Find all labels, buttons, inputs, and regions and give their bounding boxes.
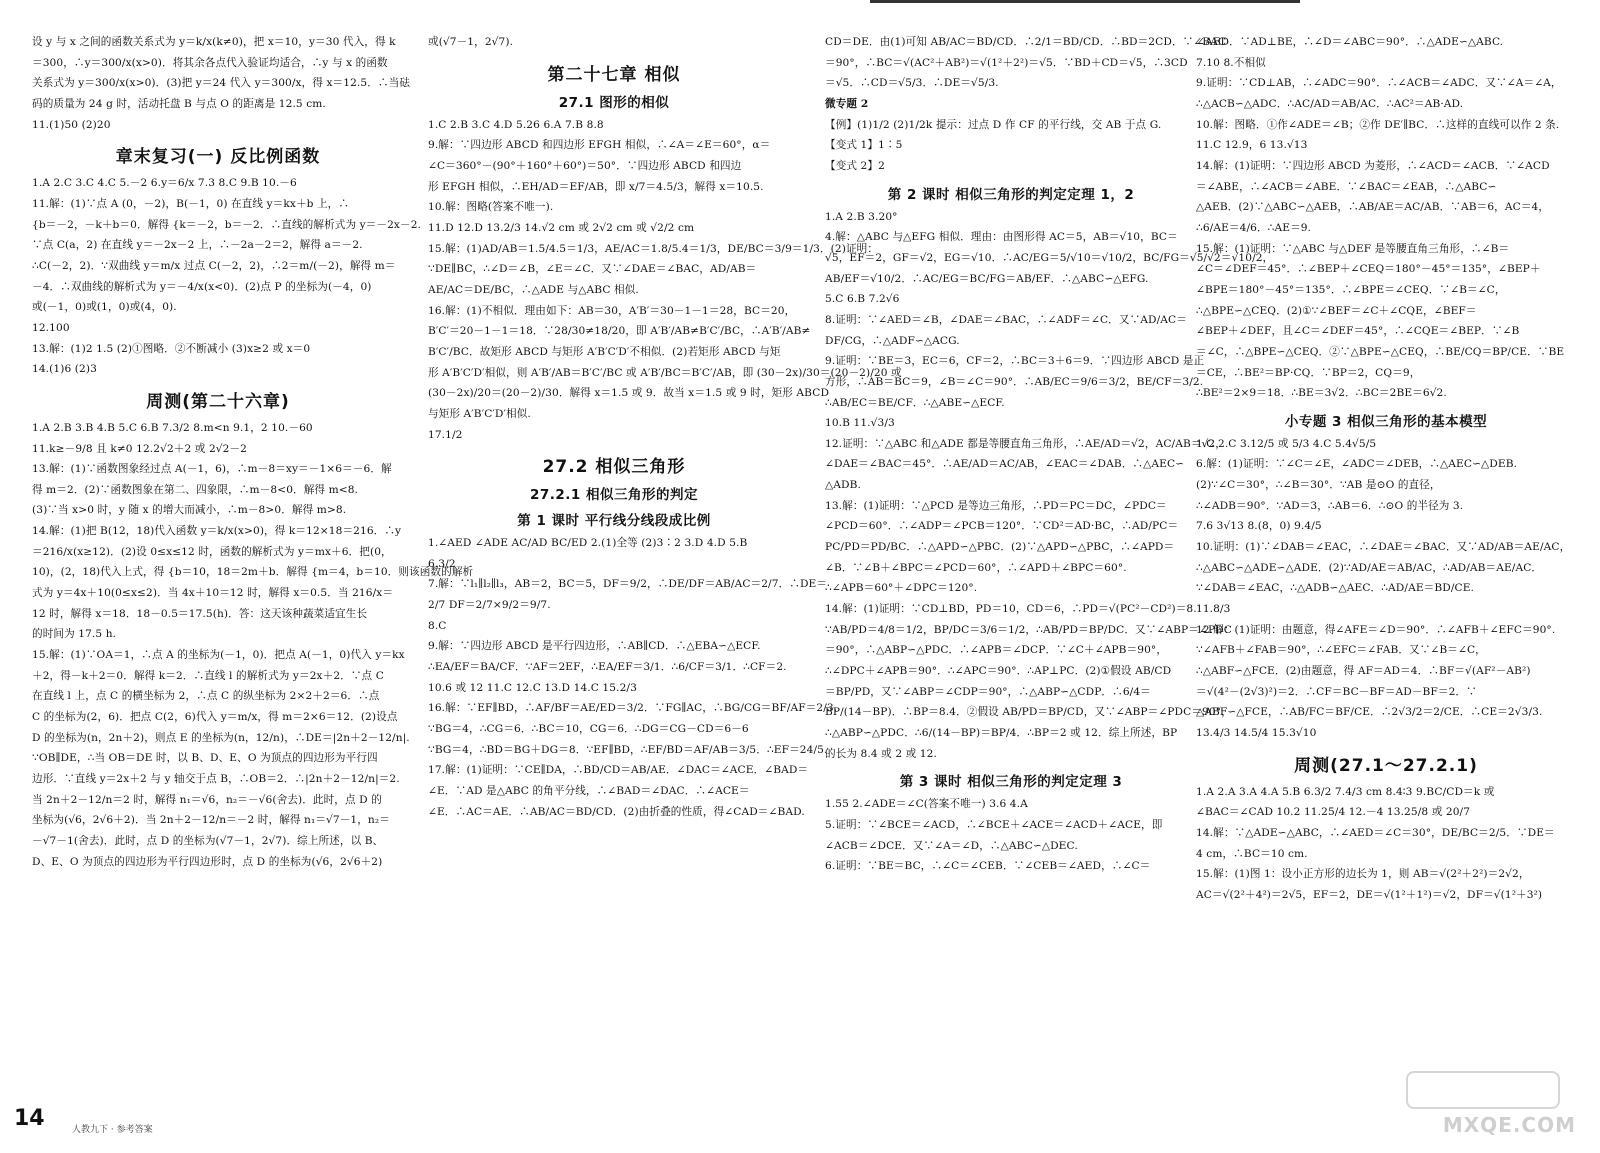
answer-line: ∴△ACB∽△ADC．∴AC/AD＝AB/AC．∴AC²＝AB·AD. <box>1196 97 1464 110</box>
subsection-heading: 第 1 课时 平行线分线段成比例 <box>517 513 711 530</box>
answer-line: ∠ACB＝∠DCE．又∵∠A＝∠D，∴△ABC∽△DEC. <box>825 839 1078 852</box>
answer-line: C 的坐标为(2，6)．把点 C(2，6)代入 y＝m/x，得 m＝2×6＝12．(2)设点 <box>32 711 398 724</box>
answer-line: ＝∠C，∴△BPE∽△CEQ．②∵△BPE∽△CEQ，∴BE/CQ＝BP/CE．∵BE <box>1196 345 1565 358</box>
footer-note: 人教九下 · 参考答案 <box>72 1125 153 1135</box>
answer-line: 11.D 12.D 13.2/3 14.√2 cm 或 2√2 cm 或 √2/2 cm <box>428 221 695 234</box>
answer-line: 5.C 6.B 7.2√6 <box>825 293 900 306</box>
answer-line: 12.证明：∵△ABC 和△ADE 都是等腰直角三角形，∴AE/AD＝√2，AC/AB＝√2， <box>825 437 1226 450</box>
subsection-heading: 小专题 3 相似三角形的基本模型 <box>1284 413 1488 430</box>
answer-line: 7.10 8.不相似 <box>1196 56 1266 69</box>
page-number: 14 <box>14 1106 45 1131</box>
answer-line: 坐标为(√6，2√6＋2)．当 2n＋2－12/n＝－2 时，解得 n₁＝√7－1，n₂＝ <box>32 814 390 827</box>
answer-line: ＝√(4²－(2√3)²)＝2．∴CF＝BC－BF＝AD－BF＝2．∵ <box>1196 685 1477 698</box>
answer-line: 4.解：△ABC 与△EFG 相似．理由：由图形得 AC＝5，AB＝√10，BC＝ <box>825 231 1178 244</box>
answer-line: ∠PCD＝60°．∴∠ADP＝∠PCB＝120°．∵CD²＝AD·BC，∴AD/PC＝ <box>825 520 1179 533</box>
answer-line: 15.解：(1)图 1：设小正方形的边长为 1，则 AB＝√(2²＋2²)＝2√2， <box>1196 868 1530 881</box>
answer-line: {b＝－2，－k＋b＝0．解得 {k＝－2，b＝－2．∴直线的解析式为 y＝－2x－2. <box>32 218 421 231</box>
answer-line: －√7－1(舍去)．此时，点 D 的坐标为(√7－1，2√7)．综上所述，以 B、 <box>32 834 384 847</box>
answer-line: 或(－1，0)或(1，0)或(4，0). <box>32 301 177 314</box>
answer-line: ＝90°，∴△ABP∽△PDC．∴∠APB＝∠DCP．∵∠C＋∠APB＝90°， <box>825 644 1168 657</box>
answer-line: 12.解：(1)证明：由题意，得∠AFE＝∠D＝90°．∴∠AFB＋∠EFC＝90°. <box>1196 623 1556 636</box>
answer-line: 13.解：(1)∵函数图象经过点 A(－1，6)，∴m－8＝xy＝－1×6＝－6．解 <box>32 463 392 476</box>
answer-line: 【变式 1】1∶5 <box>825 139 903 152</box>
answer-line: ∠C＝360°－(90°＋160°＋60°)＝50°．∵四边形 ABCD 和四边 <box>428 159 742 172</box>
answer-line: ∵DE∥BC，∴∠D＝∠B，∠E＝∠C．又∵∠DAE＝∠BAC，AD/AB＝ <box>428 263 757 276</box>
answer-line: ∴AB/EC＝BE/CF．∴△ABE∽△ECF. <box>825 396 1005 409</box>
answer-line: 13.解：(1)证明：∵△PCD 是等边三角形，∴PD＝PC＝DC，∠PDC＝ <box>825 499 1167 512</box>
answer-line: 17.1/2 <box>428 428 463 441</box>
section-heading: 周测(第二十六章) <box>146 391 290 412</box>
answer-line: 8.证明：∵∠AED＝∠B，∠DAE＝∠BAC，∴∠ADF＝∠C．又∵AD/AC＝ <box>825 313 1187 326</box>
answer-line: 的时间为 17.5 h. <box>32 628 117 641</box>
answer-line: AB/EF＝√10/2．∴AC/EG＝BC/FG＝AB/EF．∴△ABC∽△EFG. <box>825 272 1149 285</box>
answer-line: AC＝√(2²＋4²)＝2√5，EF＝2，DE＝√(1²＋1²)＝√2，DF＝√(1²＋3²) <box>1196 888 1543 901</box>
answer-line: ∠DAE＝∠BAC＝45°．∴AE/AD＝AC/AB，∠EAC＝∠DAB．∴△AEC∽ <box>825 458 1185 471</box>
answer-line: 15.解：(1)∵OA＝1，∴点 A 的坐标为(－1，0)．把点 A(－1，0)代入 y＝kx <box>32 649 405 662</box>
answer-line: 的长为 8.4 或 2 或 12. <box>825 747 937 760</box>
answer-line: ∴C(－2，2)．∵双曲线 y＝m/x 过点 C(－2，2)，∴2＝m/(－2)，解得 m＝ <box>32 259 396 272</box>
answer-line: 16.解：(1)不相似．理由如下：AB＝30，A′B′＝30－1－1＝28，BC＝20， <box>428 304 796 317</box>
answer-line: ∵∠DAB＝∠EAC，∴△ADB∽△AEC．∴AD/AE＝BD/CE. <box>1196 582 1475 595</box>
answer-line: 13.解：(1)2 1.5 (2)①图略．②不断减小 (3)x≥2 或 x＝0 <box>32 342 311 355</box>
answer-line: 11.解：(1)∵点 A (0，－2)，B(－1，0) 在直线 y＝kx＋b 上，∴ <box>32 197 350 210</box>
answer-line: ∠BAC＝∠CAD 10.2 11.25/4 12.－4 13.25/8 或 20/7 <box>1196 806 1471 819</box>
answer-line: 6.证明：∵BE＝BC，∴∠C＝∠CEB．∵∠CEB＝∠AED，∴∠C＝ <box>825 860 1151 873</box>
answer-line: BP/(14－BP)．∴BP＝8.4．②假设 AB/PD＝BP/CD，又∵∠ABP＝∠PDC＝90°， <box>825 706 1232 719</box>
answer-line: ∴BE²＝2×9＝18．∴BE＝3√2．∴BC＝2BE＝6√2. <box>1196 387 1447 400</box>
answer-line: 1.A 2.B 3.B 4.B 5.C 6.B 7.3/2 8.m<n 9.1，2 10.－60 <box>32 421 313 434</box>
answer-line: 形 EFGH 相似，∴EH/AD＝EF/AB，即 x/7＝4.5/3，解得 x＝10.5. <box>428 180 764 193</box>
answer-line: 或(√7－1，2√7). <box>428 36 514 48</box>
answer-line: 1.55 2.∠ADE＝∠C(答案不唯一) 3.6 4.A <box>825 798 1028 811</box>
answer-line: 边形．∵直线 y＝2x＋2 与 y 轴交于点 B，∴OB＝2．∴|2n＋2－12/n|＝2. <box>32 773 400 785</box>
answer-line: 7.解：∵l₁∥l₂∥l₃，AB＝2，BC＝5，DF＝9/2，∴DE/DF＝AB/AC＝2/7．∴DE＝ <box>428 578 828 591</box>
answer-line: D、E、O 为顶点的四边形为平行四边形时，点 D 的坐标为(√6，2√6＋2) <box>32 855 383 868</box>
answer-line: DF/CG，∴△ADF∽△ACG. <box>825 334 960 347</box>
answer-line: 4 cm，∴BC＝10 cm. <box>1196 847 1308 860</box>
answer-line: 得 m＝2．(2)∵函数图象在第二、四象限，∴m－8<0．解得 m<8. <box>32 483 359 496</box>
answer-line: 方形，∴AB＝BC＝9，∠B＝∠C＝90°．∴AB/EC＝9/6＝3/2，BE/CF＝3/2. <box>825 375 1204 388</box>
answer-line: ∴△ABP∽△PDC．∴6/(14－BP)＝BP/4．∴BP＝2 或 12．综上所述，BP <box>825 727 1178 739</box>
answer-line: 设 y 与 x 之间的函数关系式为 y＝k/x(k≠0)，把 x＝10，y＝30 代入，得 k <box>32 36 396 48</box>
answer-column-4 <box>1196 32 1576 1112</box>
answer-line: 9.证明：∵BE＝3，EC＝6，CF＝2，∴BC＝3＋6＝9．∵四边形 ABCD 是正 <box>825 355 1205 368</box>
answer-line: 17.解：(1)证明：∵CE∥DA，∴BD/CD＝AB/AE．∠DAC＝∠ACE．∠BAD＝ <box>428 764 809 777</box>
answer-line: ∵AB/PD＝4/8＝1/2，BP/DC＝3/6＝1/2，∴AB/PD＝BP/DC．又∵∠ABP＝∠PDC <box>825 623 1232 636</box>
answer-line: 1.∠AED ∠ADE AC/AD BC/ED 2.(1)全等 (2)3∶2 3.D 4.D 5.B <box>428 537 748 550</box>
answer-line: ∵BG＝4，∴CG＝6．∴BC＝10，CG＝6．∴DG＝CG－CD＝6－6 <box>428 723 749 736</box>
answer-line: ＋2，得－k＋2＝0．解得 k＝2．∴直线 l 的解析式为 y＝2x＋2．∵点 C <box>32 669 384 682</box>
answer-line: ∴△BPE∽△CEQ．(2)①∵∠BEF＝∠C＋∠CQE，∠BEF＝ <box>1196 304 1477 317</box>
answer-line: 微专题 2 <box>825 97 869 110</box>
answer-line: 6.3/2 <box>428 557 456 570</box>
answer-line: ∠E．∵AD 是△ABC 的角平分线，∴∠BAD＝∠DAC．∴∠ACE＝ <box>428 785 750 798</box>
answer-line: 11.(1)50 (2)20 <box>32 118 111 131</box>
section-heading: 章末复习(一) 反比例函数 <box>115 147 321 168</box>
answer-line: 【例】(1)1/2 (2)1/2k 提示：过点 D 作 CF 的平行线，交 AB 于点 G. <box>825 118 1162 131</box>
watermark-logo <box>1406 1071 1560 1109</box>
answer-line: 1.A 2.C 3.C 4.C 5.－2 6.y＝6/x 7.3 8.C 9.B 10.－6 <box>32 177 297 190</box>
answer-line: ＝CE，∴BE²＝BP·CQ．∵BP＝2，CQ＝9， <box>1196 366 1421 379</box>
answer-line: ∵BG＝4，∴BD＝BG＋DG＝8．∵EF∥BD，∴EF/BD＝AF/AB＝3/5．∴EF＝24/5. <box>428 743 828 756</box>
answer-line: 9.证明：∵CD⊥AB，∴∠ADC＝90°．∴∠ACB＝∠ADC．又∵∠A＝∠A， <box>1196 77 1562 90</box>
answer-line: 与矩形 A′B′C′D′相似. <box>428 407 531 420</box>
answer-line: 10.解：图略．①作∠ADE＝∠B；②作 DE′∥BC．∴这样的直线可以作 2 条. <box>1196 118 1560 131</box>
answer-line: ∠BPE＝180°－45°＝135°．∴∠BPE＝∠CEQ．∵∠B＝∠C， <box>1196 283 1506 296</box>
answer-line: ∴△ABC∽△ADE∽△ADE．(2)∵AD/AE＝AB/AC，∴AD/AB＝AE/AC． <box>1196 561 1543 574</box>
answer-line: 14.(1)6 (2)3 <box>32 363 97 376</box>
answer-line: D 的坐标为(n，2n＋2)，则点 E 的坐标为(n，12/n)，∴DE＝|2n＋2－12/n|. <box>32 731 410 744</box>
answer-line: ∵∠AFB＋∠FAB＝90°，∴∠EFC＝∠FAB．又∵∠B＝∠C， <box>1196 644 1486 657</box>
answer-line: 12.100 <box>32 321 70 334</box>
answer-line: 1.C 2.B 3.C 4.D 5.26 6.A 7.B 8.8 <box>428 118 604 131</box>
answer-line: 14.解：(1)证明：∵四边形 ABCD 为菱形，∴∠ACD＝∠ACB．∵∠ACD <box>1196 159 1550 172</box>
answer-line: ∠C＝∠DEF＝45°．∴∠BEP＋∠CEQ＝180°－45°＝135°，∠BEP＋ <box>1196 263 1541 276</box>
answer-line: 13.4/3 14.5/4 15.3√10 <box>1196 727 1317 739</box>
answer-line: 形 A′B′C′D′相似，则 A′B′/AB＝B′C′/BC 或 A′B′/BC＝B′C′/AB，即 (30－2x)/30＝(20－2)/20 或 <box>428 366 902 379</box>
answer-line: 15.解：(1)证明：∵△ABC 与△DEF 是等腰直角三角形，∴∠B＝ <box>1196 242 1510 255</box>
answer-line: 7.6 3√13 8.(8，0) 9.4/5 <box>1196 520 1322 533</box>
answer-line: 10.6 或 12 11.C 12.C 13.D 14.C 15.2/3 <box>428 681 637 694</box>
answer-line: △AEB．(2)∵△ABC∽△AEB，∴AB/AE＝AC/AB．∵AB＝6，AC＝4， <box>1196 201 1550 214</box>
answer-line: √5，EF＝2，GF＝√2，EG＝√10．∴AC/EG＝5/√10＝√10/2，BC/FG＝√5/√2＝√10/2， <box>825 251 1274 264</box>
answer-line: ∴∠DPC＋∠APB＝90°．∴∠APC＝90°．∴AP⊥PC．(2)①假设 AB/CD <box>825 665 1172 678</box>
answer-line: 在直线 l 上，点 C 的横坐标为 2，∴点 C 的纵坐标为 2×2＋2＝6．∴点 <box>32 690 380 703</box>
answer-line: ＝90°，∴BC＝√(AC²＋AB²)＝√(1²＋2²)＝√5．∵BD＋CD＝√5，∴3CD <box>825 56 1188 69</box>
answer-line: AE/AC＝DE/BC，∴△ADE 与△ABC 相似. <box>428 283 639 296</box>
answer-line: B′C′＝20－1－1＝18．∵28/30≠18/20，即 A′B′/AB≠B′C′/BC，∴A′B′/AB≠ <box>428 325 811 338</box>
answer-line: ＝∠ABE，∴∠ACB＝∠ABE．∵∠BAC＝∠EAB，∴△ABC∽ <box>1196 180 1497 193</box>
answer-line: ∴∠ADB＝90°．∵AD＝3，∴AB＝6．∴⊙O 的半径为 3. <box>1196 499 1464 512</box>
watermark-text: MXQE.COM <box>1442 1113 1576 1137</box>
answer-line: PC/PD＝PD/BC．∴△APD∽△PBC．(2)∵△APD∽△PBC，∴∠APD＝ <box>825 541 1175 554</box>
answer-line: (2)∵∠C＝30°，∴∠B＝30°．∵AB 是⊙O 的直径， <box>1196 479 1441 492</box>
answer-line: 5.证明：∵∠BCE＝∠ACD，∴∠BCE＋∠ACE＝∠ACD＋∠ACE，即 <box>825 818 1163 831</box>
answer-line: ＝300，∴y＝300/x(x>0)．将其余各点代入验证均适合，∴y 与 x 的函数 <box>32 56 388 69</box>
section-heading: 周测(27.1～27.2.1) <box>1294 755 1478 776</box>
answer-line: 式为 y＝4x＋10(0≤x≤2)．当 4x＋10＝12 时，解得 x＝0.5．当 216/x＝ <box>32 587 394 600</box>
answer-line: ＝√5．∴CD＝√5/3．∴DE＝√5/3. <box>825 77 999 90</box>
answer-line: 11.k≥－9/8 且 k≠0 12.2√2＋2 或 2√2－2 <box>32 442 248 455</box>
answer-line: CD＝DE．由(1)可知 AB/AC＝BD/CD．∴2/1＝BD/CD．∴BD＝2CD．∵∠BAC <box>825 36 1227 48</box>
answer-line: ∠BEP＋∠DEF，且∠C＝∠DEF＝45°，∴∠CQE＝∠BEP．∵∠B <box>1196 325 1520 338</box>
answer-line: －4．∴双曲线的解析式为 y＝－4/x(x<0)．(2)点 P 的坐标为(－4，0) <box>32 280 372 293</box>
answer-line: 14.解：∵△ADE∽△ABC，∴∠AED＝∠C＝30°，DE/BC＝2/5．∵DE＝ <box>1196 826 1555 839</box>
answer-line: 10.证明：(1)∵∠DAB＝∠EAC，∴∠DAE＝∠BAC．又∵AD/AB＝AE/AC， <box>1196 541 1571 554</box>
answer-line: ＝216/x(x≥12)．(2)设 0≤x≤12 时，函数的解析式为 y＝mx＋6．把(0， <box>32 545 392 558</box>
section-heading: 27.2 相似三角形 <box>542 457 686 478</box>
answer-line: ∠B．∵∠B＋∠BPC＝∠PCD＝60°，∴∠APD＋∠BPC＝60°. <box>825 561 1127 574</box>
answer-line: 9.解：∵四边形 ABCD 是平行四边形，∴AB∥CD．∴△EBA∽△ECF. <box>428 640 761 653</box>
answer-line: ∠E．∴AC＝AE．∴AB/AC＝BD/CD．(2)由折叠的性质，得∠CAD＝∠BAD. <box>428 805 805 818</box>
answer-line: △ABF∽△FCE，∴AB/FC＝BF/CE．∴2√3/2＝2/CE．∴CE＝2√3/3. <box>1196 706 1543 719</box>
answer-line: B′C′/BC．故矩形 ABCD 与矩形 A′B′C′D′不相似．(2)若矩形 ABCD 与矩 <box>428 345 781 358</box>
answer-line: 10)，(2，18)代入上式，得 {b＝10，18＝2m＋b．解得 {m＝4，b＝10．则该函数的解析 <box>32 566 474 579</box>
answer-line: 10.解：图略(答案不唯一). <box>428 201 554 214</box>
answer-line: (30－2x)/20＝(20－2)/30．解得 x＝1.5 或 9．故当 x＝1.5 或 9 时，矩形 ABCD <box>428 387 830 400</box>
answer-line: 2/7 DF＝2/7×9/2＝9/7. <box>428 599 551 612</box>
answer-line: 1.C 2.C 3.12/5 或 5/3 4.C 5.4√5/5 <box>1196 437 1377 450</box>
answer-line: ＝BP/PD，又∵∠ABP＝∠CDP＝90°，∴△ABP∽△CDP．∴6/4＝ <box>825 685 1151 698</box>
answer-line: 关系式为 y＝300/x(x>0)．(3)把 y＝24 代入 y＝300/x，得 x＝12.5．∴当砝 <box>32 77 411 90</box>
answer-line: 16.解：∵EF∥BD，∴AF/BF＝AE/ED＝3/2．∵FG∥AC，∴BG/CG＝BF/AF＝2/3. <box>428 702 838 715</box>
answer-line: 12 时，解得 x＝18．18－0.5＝17.5(h)．答：这天该种蔬菜适宜生长 <box>32 607 368 620</box>
answer-line: 8.C <box>428 619 447 632</box>
subsection-heading: 27.2.1 相似三角形的判定 <box>529 487 699 504</box>
answer-line: 14.解：(1)证明：∵CD⊥BD，PD＝10，CD＝6，∴PD＝√(PC²－CD²)＝8. <box>825 603 1197 616</box>
subsection-heading: 第 3 课时 相似三角形的判定定理 3 <box>899 774 1123 791</box>
answer-line: 11.C 12.9，6 13.√13 <box>1196 139 1308 152</box>
answer-line: 11.8/3 <box>1196 603 1231 616</box>
answer-line: ∵点 C(a，2) 在直线 y＝－2x－2 上，∴－2a－2＝2，解得 a＝－2. <box>32 239 363 252</box>
answer-line: 15.解：(1)AD/AB＝1.5/4.5＝1/3，AE/AC＝1.8/5.4＝1/3，DE/BC＝3/9＝1/3．(2)证明： <box>428 242 879 255</box>
answer-line: △ADB. <box>825 479 861 492</box>
answer-line: ∠AED．∵AD⊥BE，∴∠D＝∠ABC＝90°．∴△ADE∽△ABC. <box>1196 36 1504 48</box>
answer-line: 10.B 11.√3/3 <box>825 417 895 430</box>
answer-line: (3)∵当 x>0 时，y 随 x 的增大而减小，∴m－8>0．解得 m>8. <box>32 504 347 517</box>
subsection-heading: 27.1 图形的相似 <box>558 94 670 111</box>
top-rule <box>870 0 1300 3</box>
subsection-heading: 第 2 课时 相似三角形的判定定理 1，2 <box>887 186 1135 203</box>
answer-line: ∴EA/EF＝BA/CF．∵AF＝2EF，∴EA/EF＝3/1．∴6/CF＝3/1．∴CF＝2. <box>428 661 787 674</box>
answer-line: 1.A 2.B 3.20° <box>825 210 898 223</box>
answer-line: 当 2n＋2－12/n＝2 时，解得 n₁＝√6，n₂＝－√6(舍去)．此时，点 D 的 <box>32 793 382 806</box>
answer-line: 1.A 2.A 3.A 4.A 5.B 6.3/2 7.4/3 cm 8.4∶3 9.BC/CD＝k 或 <box>1196 785 1495 798</box>
answer-line: 9.解：∵四边形 ABCD 和四边形 EFGH 相似，∴∠A＝∠E＝60°，α＝ <box>428 139 771 152</box>
answer-line: ∴∠APB＝60°＋∠DPC＝120°. <box>825 582 978 595</box>
answer-line: ∴△ABF∽△FCE．(2)由题意，得 AF＝AD＝4．∴BF＝√(AF²－AB²) <box>1196 665 1531 678</box>
answer-line: 6.解：(1)证明：∵∠C＝∠E，∠ADC＝∠DEB，∴△AEC∽△DEB. <box>1196 458 1518 471</box>
answer-line: ∵OB∥DE，∴当 OB＝DE 时，以 B、D、E、O 为顶点的四边形为平行四 <box>32 752 378 765</box>
answer-line: 码的质量为 24 g 时，活动托盘 B 与点 O 的距离是 12.5 cm. <box>32 97 326 110</box>
section-heading: 第二十七章 相似 <box>547 64 681 85</box>
answer-line: ∴6/AE＝4/6．∴AE＝9. <box>1196 221 1312 234</box>
answer-line: 14.解：(1)把 B(12，18)代入函数 y＝k/x(x>0)，得 k＝12×18＝216．∴y <box>32 525 402 538</box>
answer-line: 【变式 2】2 <box>825 159 885 172</box>
